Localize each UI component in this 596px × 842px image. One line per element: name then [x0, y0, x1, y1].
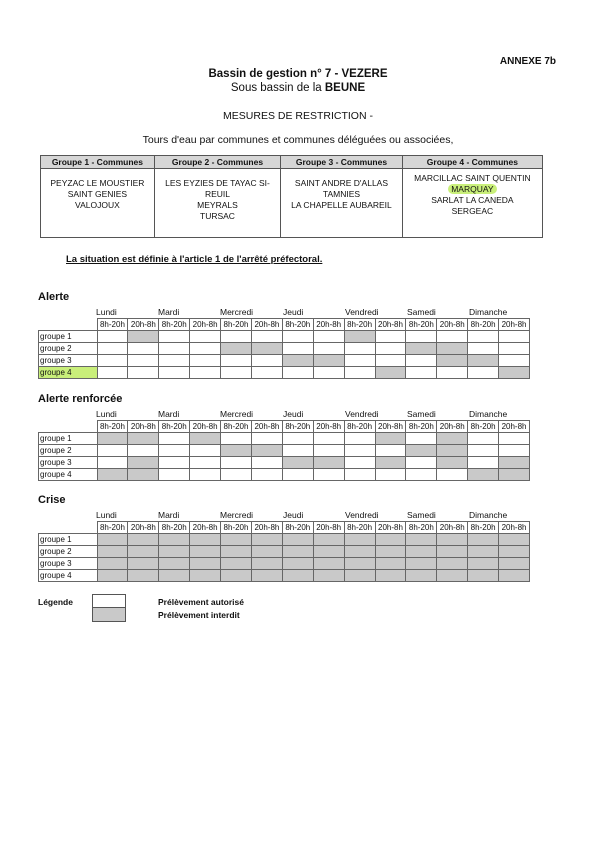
slot-forbidden: [251, 343, 282, 355]
slot-authorized: [468, 367, 499, 379]
slot-header: 20h-8h: [313, 319, 344, 331]
slot-header: 20h-8h: [499, 522, 530, 534]
slot-header: 8h-20h: [406, 421, 437, 433]
slot-forbidden: [499, 367, 530, 379]
day-label: Lundi: [96, 307, 117, 317]
commune-highlighted: MARQUAY: [448, 184, 496, 194]
intro-text: Tours d'eau par communes et communes déléguées ou associées,: [142, 134, 454, 146]
slot-forbidden: [406, 534, 437, 546]
slot-forbidden: [375, 433, 406, 445]
slot-forbidden: [375, 457, 406, 469]
slot-forbidden: [128, 433, 159, 445]
slot-authorized: [159, 469, 190, 481]
slot-authorized: [190, 355, 221, 367]
section-title: Crise: [38, 494, 66, 506]
row-label: groupe 3: [39, 558, 98, 570]
slot-forbidden: [159, 546, 190, 558]
slot-header: 20h-8h: [375, 319, 406, 331]
commune: VALOJOUX: [75, 200, 120, 210]
slot-authorized: [159, 445, 190, 457]
corner-cell: [39, 319, 98, 331]
commune: SARLAT LA CANEDA: [431, 195, 514, 205]
slot-authorized: [282, 367, 313, 379]
restriction-heading: MESURES DE RESTRICTION -: [223, 110, 373, 122]
commune: PEYZAC LE MOUSTIER: [50, 178, 145, 188]
slot-forbidden: [97, 558, 128, 570]
commune: LA CHAPELLE AUBAREIL: [291, 200, 392, 210]
slot-forbidden: [437, 558, 468, 570]
slot-forbidden: [190, 558, 221, 570]
slot-header: 20h-8h: [128, 319, 159, 331]
slot-forbidden: [313, 534, 344, 546]
slot-forbidden: [97, 570, 128, 582]
slot-forbidden: [344, 570, 375, 582]
slot-header: 20h-8h: [128, 522, 159, 534]
slot-forbidden: [128, 331, 159, 343]
slot-header: 8h-20h: [344, 421, 375, 433]
slot-header: 8h-20h: [406, 319, 437, 331]
slot-authorized: [282, 331, 313, 343]
commune: MEYRALS: [197, 200, 238, 210]
group-3-communes: [281, 169, 403, 238]
slot-header: 20h-8h: [437, 319, 468, 331]
slot-forbidden: [406, 558, 437, 570]
slot-header: 20h-8h: [437, 522, 468, 534]
slot-forbidden: [221, 558, 252, 570]
slot-header: 8h-20h: [159, 319, 190, 331]
slot-header: 20h-8h: [437, 421, 468, 433]
slot-forbidden: [468, 355, 499, 367]
row-label: groupe 2: [39, 343, 98, 355]
slot-authorized: [128, 343, 159, 355]
slot-header: 20h-8h: [499, 319, 530, 331]
slot-authorized: [406, 367, 437, 379]
slot-forbidden: [313, 570, 344, 582]
group-4-communes: [402, 169, 542, 238]
slot-header: 20h-8h: [313, 522, 344, 534]
slot-header: 8h-20h: [344, 319, 375, 331]
slot-authorized: [251, 469, 282, 481]
row-label: groupe 2: [39, 445, 98, 457]
row-label: groupe 1: [39, 331, 98, 343]
slot-forbidden: [97, 433, 128, 445]
slot-authorized: [375, 445, 406, 457]
slot-forbidden: [406, 445, 437, 457]
slot-authorized: [282, 445, 313, 457]
slot-forbidden: [344, 331, 375, 343]
slot-forbidden: [499, 570, 530, 582]
slot-forbidden: [468, 570, 499, 582]
slot-forbidden: [282, 534, 313, 546]
slot-forbidden: [468, 546, 499, 558]
corner-cell: [39, 421, 98, 433]
slot-authorized: [221, 355, 252, 367]
slot-forbidden: [97, 534, 128, 546]
day-label: Samedi: [407, 307, 436, 317]
slot-authorized: [375, 469, 406, 481]
slot-authorized: [128, 445, 159, 457]
slot-authorized: [97, 457, 128, 469]
slot-forbidden: [437, 457, 468, 469]
slot-forbidden: [190, 534, 221, 546]
row-label: groupe 3: [39, 457, 98, 469]
slot-forbidden: [437, 546, 468, 558]
slot-authorized: [190, 469, 221, 481]
commune: TAMNIES: [322, 189, 361, 199]
group-header: Groupe 4 - Communes: [402, 156, 542, 169]
slot-authorized: [406, 433, 437, 445]
slot-authorized: [128, 355, 159, 367]
schedule-table: [38, 420, 530, 481]
slot-forbidden: [344, 558, 375, 570]
row-label: groupe 2: [39, 546, 98, 558]
slot-authorized: [406, 469, 437, 481]
annexe-label: ANNEXE 7b: [499, 56, 556, 67]
slot-header: 8h-20h: [159, 522, 190, 534]
commune: MARCILLAC SAINT QUENTIN: [414, 173, 531, 183]
slot-forbidden: [375, 367, 406, 379]
slot-authorized: [97, 445, 128, 457]
day-label: Jeudi: [283, 510, 304, 520]
slot-forbidden: [282, 457, 313, 469]
slot-authorized: [375, 331, 406, 343]
slot-forbidden: [406, 546, 437, 558]
slot-forbidden: [97, 546, 128, 558]
slot-authorized: [344, 343, 375, 355]
slot-authorized: [437, 367, 468, 379]
slot-forbidden: [437, 343, 468, 355]
slot-header: 20h-8h: [251, 319, 282, 331]
day-label: Mercredi: [220, 307, 254, 317]
slot-authorized: [437, 331, 468, 343]
slot-authorized: [375, 355, 406, 367]
slot-authorized: [344, 445, 375, 457]
slot-forbidden: [128, 469, 159, 481]
slot-header: 8h-20h: [468, 319, 499, 331]
commune: LES EYZIES DE TAYAC SI-: [165, 178, 270, 188]
day-label: Dimanche: [469, 307, 508, 317]
day-label: Lundi: [96, 409, 117, 419]
slot-authorized: [97, 343, 128, 355]
schedule-table: [38, 318, 530, 379]
slot-authorized: [344, 355, 375, 367]
slot-header: 8h-20h: [468, 421, 499, 433]
slot-authorized: [499, 355, 530, 367]
slot-authorized: [468, 457, 499, 469]
slot-forbidden: [437, 355, 468, 367]
day-label: Vendredi: [345, 510, 379, 520]
slot-authorized: [159, 457, 190, 469]
day-label: Mardi: [158, 510, 180, 520]
slot-header: 8h-20h: [468, 522, 499, 534]
situation-note: La situation est définie à l'article 1 de l'arrêté préfectoral.: [66, 254, 323, 265]
slot-forbidden: [128, 534, 159, 546]
slot-authorized: [313, 469, 344, 481]
slot-forbidden: [313, 355, 344, 367]
slot-header: 20h-8h: [313, 421, 344, 433]
slot-authorized: [251, 355, 282, 367]
schedule-table: [38, 521, 530, 582]
slot-header: 8h-20h: [282, 522, 313, 534]
slot-authorized: [313, 445, 344, 457]
slot-authorized: [159, 343, 190, 355]
group-header: Groupe 1 - Communes: [41, 156, 155, 169]
slot-forbidden: [128, 570, 159, 582]
slot-authorized: [251, 433, 282, 445]
slot-header: 20h-8h: [375, 522, 406, 534]
slot-forbidden: [344, 534, 375, 546]
legend-forbidden-label: Prélèvement interdit: [158, 610, 240, 620]
commune: SAINT ANDRE D'ALLAS: [294, 178, 389, 188]
day-label: Lundi: [96, 510, 117, 520]
slot-authorized: [375, 343, 406, 355]
slot-authorized: [221, 457, 252, 469]
slot-forbidden: [437, 433, 468, 445]
slot-header: 8h-20h: [221, 522, 252, 534]
group-header: Groupe 2 - Communes: [154, 156, 280, 169]
slot-forbidden: [406, 570, 437, 582]
slot-authorized: [128, 367, 159, 379]
day-label: Vendredi: [345, 307, 379, 317]
slot-header: 20h-8h: [190, 319, 221, 331]
slot-authorized: [251, 367, 282, 379]
slot-forbidden: [128, 558, 159, 570]
day-label: Mardi: [158, 409, 180, 419]
row-label: groupe 4: [39, 570, 98, 582]
slot-header: 8h-20h: [159, 421, 190, 433]
slot-header: 8h-20h: [221, 319, 252, 331]
slot-forbidden: [190, 570, 221, 582]
slot-authorized: [221, 433, 252, 445]
slot-authorized: [313, 367, 344, 379]
row-label: groupe 3: [39, 355, 98, 367]
slot-forbidden: [251, 445, 282, 457]
slot-forbidden: [282, 558, 313, 570]
slot-authorized: [282, 343, 313, 355]
slot-authorized: [159, 433, 190, 445]
slot-forbidden: [313, 457, 344, 469]
slot-forbidden: [251, 534, 282, 546]
slot-header: 20h-8h: [128, 421, 159, 433]
slot-authorized: [344, 433, 375, 445]
slot-header: 20h-8h: [190, 421, 221, 433]
slot-forbidden: [221, 343, 252, 355]
slot-forbidden: [282, 570, 313, 582]
slot-forbidden: [128, 546, 159, 558]
slot-authorized: [251, 457, 282, 469]
slot-header: 20h-8h: [499, 421, 530, 433]
slot-authorized: [499, 433, 530, 445]
slot-forbidden: [159, 558, 190, 570]
day-label: Samedi: [407, 409, 436, 419]
slot-authorized: [313, 331, 344, 343]
slot-authorized: [159, 355, 190, 367]
slot-header: 8h-20h: [221, 421, 252, 433]
row-label: groupe 1: [39, 534, 98, 546]
slot-authorized: [313, 433, 344, 445]
slot-header: 20h-8h: [251, 522, 282, 534]
slot-forbidden: [313, 546, 344, 558]
group-1-communes: [41, 169, 155, 238]
slot-authorized: [468, 445, 499, 457]
slot-authorized: [282, 469, 313, 481]
slot-forbidden: [499, 534, 530, 546]
slot-header: 8h-20h: [97, 421, 128, 433]
slot-authorized: [344, 457, 375, 469]
group-header: Groupe 3 - Communes: [281, 156, 403, 169]
slot-forbidden: [313, 558, 344, 570]
section-title: Alerte renforcée: [38, 393, 123, 405]
row-label: groupe 1: [39, 433, 98, 445]
section-title: Alerte: [38, 291, 70, 303]
slot-authorized: [344, 469, 375, 481]
slot-authorized: [97, 367, 128, 379]
slot-forbidden: [221, 534, 252, 546]
day-label: Mercredi: [220, 409, 254, 419]
slot-forbidden: [437, 570, 468, 582]
slot-forbidden: [190, 433, 221, 445]
slot-authorized: [499, 331, 530, 343]
slot-header: 8h-20h: [97, 522, 128, 534]
slot-authorized: [437, 469, 468, 481]
day-label: Jeudi: [283, 409, 304, 419]
slot-authorized: [468, 433, 499, 445]
slot-forbidden: [375, 534, 406, 546]
slot-authorized: [190, 331, 221, 343]
day-label: Samedi: [407, 510, 436, 520]
slot-authorized: [221, 469, 252, 481]
slot-forbidden: [251, 546, 282, 558]
day-label: Dimanche: [469, 510, 508, 520]
slot-authorized: [499, 343, 530, 355]
slot-authorized: [97, 331, 128, 343]
slot-forbidden: [375, 570, 406, 582]
slot-authorized: [190, 457, 221, 469]
slot-authorized: [97, 355, 128, 367]
day-label: Jeudi: [283, 307, 304, 317]
commune: SAINT GENIES: [67, 189, 128, 199]
slot-authorized: [468, 331, 499, 343]
slot-forbidden: [344, 546, 375, 558]
slot-forbidden: [499, 469, 530, 481]
slot-authorized: [159, 367, 190, 379]
day-label: Vendredi: [345, 409, 379, 419]
day-label: Dimanche: [469, 409, 508, 419]
slot-authorized: [221, 331, 252, 343]
slot-header: 8h-20h: [282, 319, 313, 331]
slot-header: 20h-8h: [375, 421, 406, 433]
slot-forbidden: [282, 355, 313, 367]
slot-forbidden: [251, 570, 282, 582]
slot-forbidden: [221, 570, 252, 582]
slot-authorized: [468, 343, 499, 355]
communes-table: [40, 155, 543, 238]
slot-authorized: [190, 343, 221, 355]
slot-forbidden: [499, 558, 530, 570]
group-2-communes: [154, 169, 280, 238]
row-label: groupe 4: [39, 469, 98, 481]
legend-forbidden-swatch: [92, 607, 126, 622]
slot-forbidden: [468, 558, 499, 570]
legend-title: Légende: [38, 597, 73, 607]
slot-forbidden: [406, 343, 437, 355]
slot-forbidden: [468, 469, 499, 481]
slot-forbidden: [159, 534, 190, 546]
slot-authorized: [499, 445, 530, 457]
slot-authorized: [313, 343, 344, 355]
day-label: Mercredi: [220, 510, 254, 520]
slot-forbidden: [375, 546, 406, 558]
slot-authorized: [406, 457, 437, 469]
sub-basin-title: Sous bassin de la BEUNE: [230, 82, 366, 94]
slot-forbidden: [468, 534, 499, 546]
slot-forbidden: [128, 457, 159, 469]
slot-forbidden: [251, 558, 282, 570]
slot-forbidden: [437, 534, 468, 546]
slot-authorized: [251, 331, 282, 343]
slot-header: 8h-20h: [282, 421, 313, 433]
slot-forbidden: [221, 546, 252, 558]
document-title: Bassin de gestion n° 7 - VEZERE: [208, 68, 388, 80]
commune: SERGEAC: [451, 206, 494, 216]
slot-authorized: [344, 367, 375, 379]
slot-header: 20h-8h: [251, 421, 282, 433]
slot-forbidden: [437, 445, 468, 457]
slot-forbidden: [282, 546, 313, 558]
corner-cell: [39, 522, 98, 534]
day-label: Mardi: [158, 307, 180, 317]
slot-forbidden: [499, 457, 530, 469]
row-label: groupe 4: [39, 367, 98, 379]
slot-authorized: [190, 445, 221, 457]
slot-authorized: [221, 367, 252, 379]
slot-forbidden: [159, 570, 190, 582]
slot-authorized: [282, 433, 313, 445]
slot-header: 8h-20h: [97, 319, 128, 331]
slot-header: 8h-20h: [344, 522, 375, 534]
slot-header: 8h-20h: [406, 522, 437, 534]
slot-forbidden: [375, 558, 406, 570]
slot-authorized: [190, 367, 221, 379]
legend-authorized-label: Prélèvement autorisé: [158, 597, 244, 607]
slot-forbidden: [190, 546, 221, 558]
slot-forbidden: [221, 445, 252, 457]
slot-authorized: [406, 331, 437, 343]
commune: REUIL: [204, 189, 230, 199]
slot-authorized: [406, 355, 437, 367]
slot-header: 20h-8h: [190, 522, 221, 534]
slot-authorized: [159, 331, 190, 343]
slot-forbidden: [97, 469, 128, 481]
slot-forbidden: [499, 546, 530, 558]
commune: TURSAC: [200, 211, 235, 221]
